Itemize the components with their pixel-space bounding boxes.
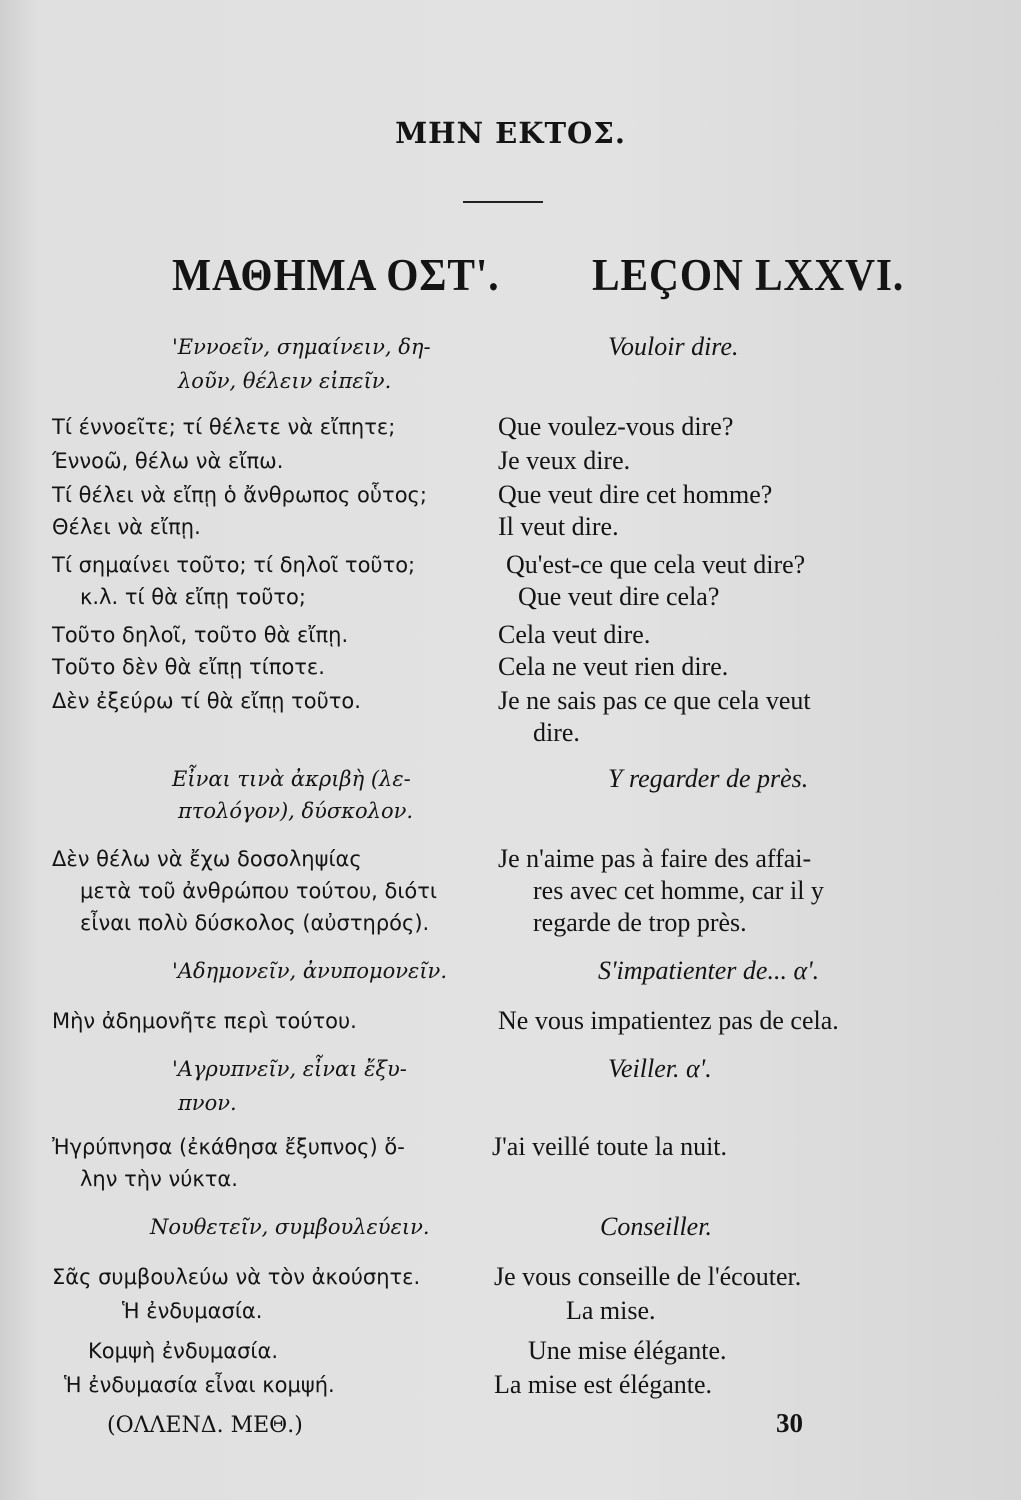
vocab-french: Y regarder de près. <box>608 764 809 793</box>
sentence-french: Il veut dire. <box>498 512 619 541</box>
vocab-greek: Νουθετεῖν, συμβουλεύειν. <box>150 1215 430 1239</box>
sentence-french: Cela ne veut rien dire. <box>498 652 729 681</box>
sentence-greek-cont: λην τὴν νύκτα. <box>80 1167 238 1191</box>
sentence-french: Je ne sais pas ce que cela veut <box>498 686 811 715</box>
sentence-greek: Ἠγρύπνησα (ἐκάθησα ἔξυπνος) ὅ- <box>52 1135 405 1159</box>
vocab-french: Conseiller. <box>600 1212 712 1241</box>
sentence-greek: Δὲν θέλω νὰ ἔχω δοσοληψίας <box>52 847 362 871</box>
sentence-french: La mise. <box>566 1296 656 1325</box>
sentence-french: Ne vous impatientez pas de cela. <box>498 1006 839 1035</box>
vocab-french: Veiller. α'. <box>608 1054 712 1083</box>
sentence-greek-cont: κ.λ. τί θὰ εἴπῃ τοῦτο; <box>80 585 306 609</box>
sentence-greek-cont: εἶναι πολὺ δύσκολος (αὐστηρός). <box>80 911 430 935</box>
sentence-greek: Σᾶς συμβουλεύω νὰ τὸν ἀκούσητε. <box>52 1265 421 1289</box>
sentence-french-cont: regarde de trop près. <box>533 908 747 937</box>
sentence-greek: Ἡ ἐνδυμασία. <box>122 1299 263 1323</box>
lesson-title-greek: ΜΑΘΗΜΑ ΟΣΤ'. <box>172 249 500 300</box>
sentence-greek-cont: μετὰ τοῦ ἀνθρώπου τούτου, διότι <box>80 879 438 903</box>
sentence-greek: Μὴν ἀδημονῆτε περὶ τούτου. <box>52 1009 357 1033</box>
vocab-french: Vouloir dire. <box>608 332 739 361</box>
vocab-greek: 'Αγρυπνεῖν, εἶναι ἔξυ- <box>172 1057 407 1081</box>
divider-rule <box>463 201 543 203</box>
sentence-greek: Δὲν ἐξεύρω τί θὰ εἴπῃ τοῦτο. <box>52 689 361 713</box>
sentence-french: Que veut dire cela? <box>518 582 720 611</box>
sentence-french: Qu'est-ce que cela veut dire? <box>506 550 806 579</box>
sentence-french-cont: res avec cet homme, car il y <box>533 876 824 905</box>
sentence-french: Je vous conseille de l'écouter. <box>494 1262 802 1291</box>
sentence-greek: Τοῦτο δηλοῖ, τοῦτο θὰ εἴπῃ. <box>52 623 349 647</box>
sentence-greek: Τοῦτο δὲν θὰ εἴπῃ τίποτε. <box>52 655 325 679</box>
running-head: ΜΗΝ ΕΚΤΟΣ. <box>395 116 626 150</box>
sentence-greek: Έννοῶ, θέλω νὰ εἴπω. <box>52 449 284 473</box>
vocab-greek: Εἶναι τινὰ ἀκριβὴ (λε- <box>172 767 411 791</box>
vocab-greek: 'Εννοεῖν, σημαίνειν, δη- <box>172 335 431 359</box>
sentence-french: Que veut dire cet homme? <box>498 480 773 509</box>
vocab-greek-cont: πνον. <box>178 1091 237 1115</box>
sentence-french: La mise est élégante. <box>494 1370 713 1399</box>
vocab-greek-cont: πτολόγον), δύσκολον. <box>178 799 414 823</box>
sentence-french: Je n'aime pas à faire des affai- <box>498 844 812 873</box>
sentence-french: J'ai veillé toute la nuit. <box>492 1132 728 1161</box>
sentence-french: Que voulez-vous dire? <box>498 412 734 441</box>
lesson-title-french: LEÇON LXXVI. <box>592 249 905 300</box>
sentence-greek: Θέλει νὰ εἴπῃ. <box>52 515 201 539</box>
footer-signature: (ΟΛΛΕΝΔ. ΜΕΘ.) <box>107 1413 303 1438</box>
sentence-french: Je veux dire. <box>498 446 631 475</box>
vocab-greek-cont: λοῦν, θέλειν εἰπεῖν. <box>178 369 392 393</box>
sentence-greek: Τί θέλει νὰ εἴπῃ ὁ ἄνθρωπος οὗτος; <box>52 483 427 507</box>
sentence-greek: Κομψὴ ἐνδυμασία. <box>88 1339 279 1363</box>
vocab-greek: 'Αδημονεῖν, ἀνυπομονεῖν. <box>172 959 447 983</box>
sentence-french: Une mise élégante. <box>528 1336 727 1365</box>
sentence-french: Cela veut dire. <box>498 620 651 649</box>
vocab-french: S'impatienter de... α'. <box>598 956 820 985</box>
sentence-french-cont: dire. <box>533 718 580 747</box>
sentence-greek: Τί έννοεῖτε; τί θέλετε νὰ εἴπητε; <box>52 415 396 439</box>
sentence-greek: Τί σημαίνει τοῦτο; τί δηλοῖ τοῦτο; <box>52 553 416 577</box>
page-number: 30 <box>776 1408 803 1438</box>
sentence-greek: Ἡ ἐνδυμασία εἶναι κομψή. <box>64 1373 335 1397</box>
